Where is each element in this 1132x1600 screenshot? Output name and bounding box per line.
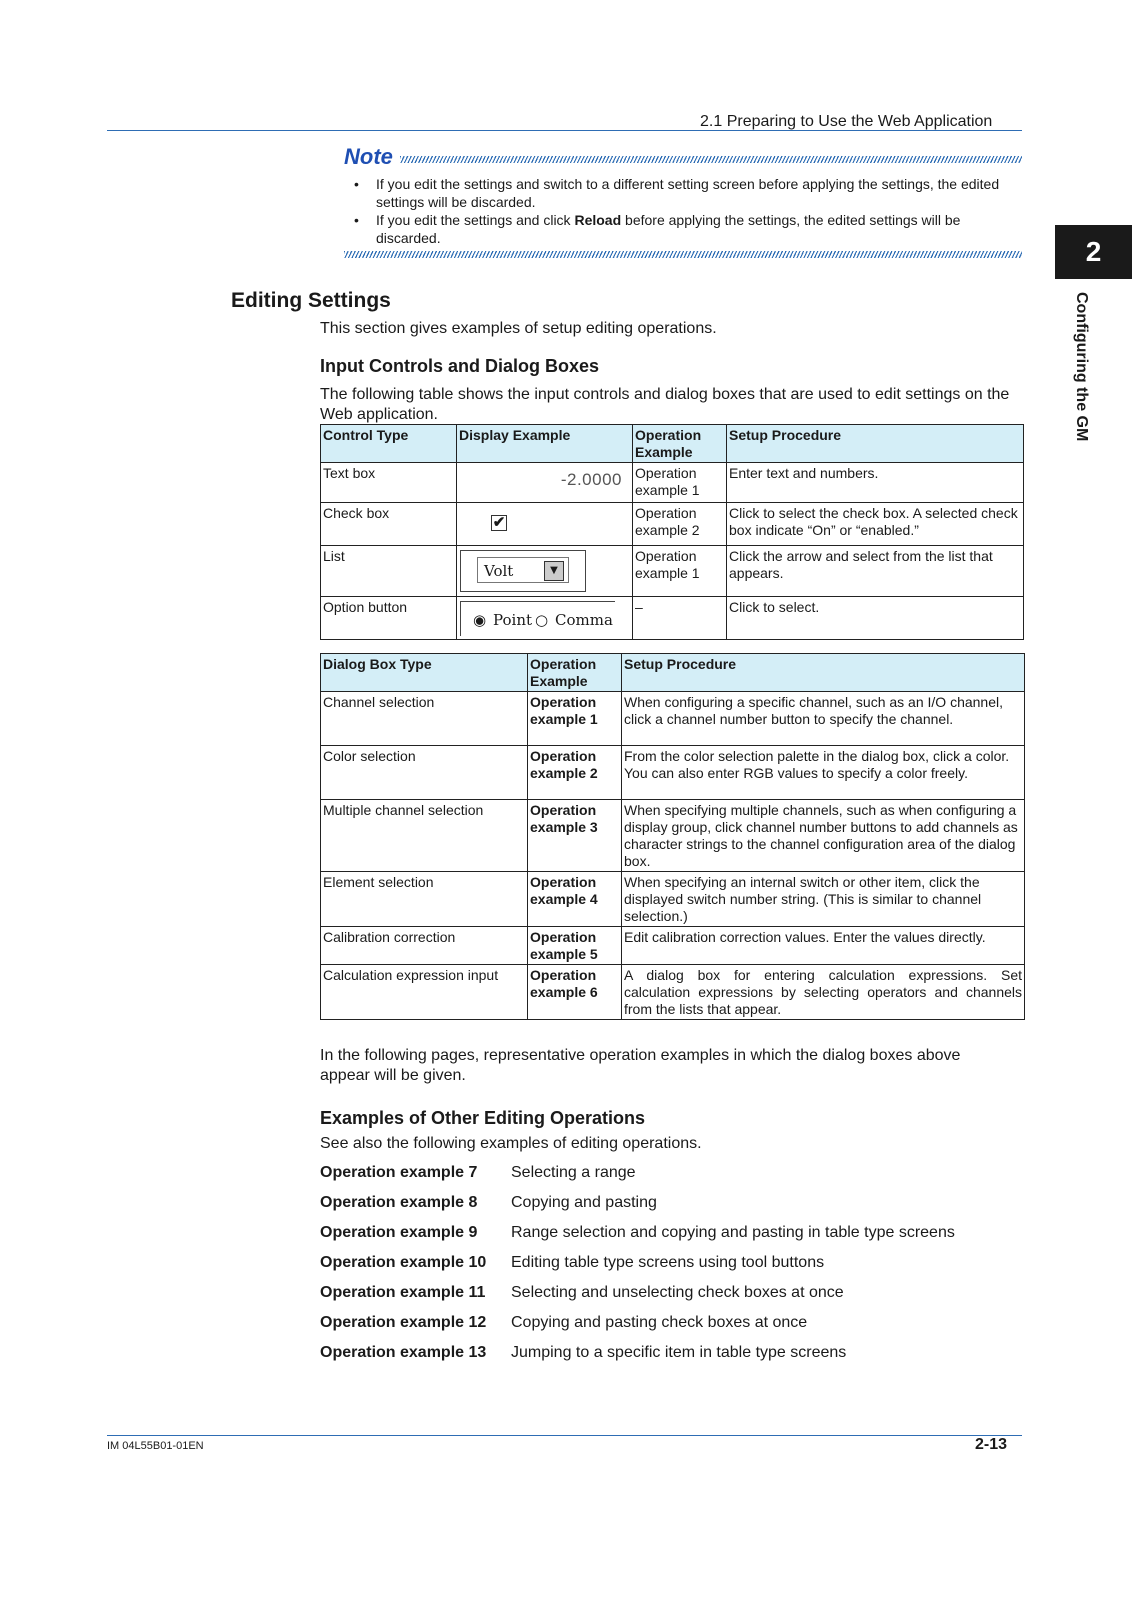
radio-selected-icon: ◉ xyxy=(473,611,487,629)
control-type-cell: Text box xyxy=(321,463,457,503)
note-title: Note xyxy=(344,144,393,169)
table-row xyxy=(321,965,1025,1020)
dialog-box-table xyxy=(320,653,1025,1020)
dialog-type-cell: Color selection xyxy=(321,746,528,800)
note-item: • If you edit the settings and switch to a different setting screen before applying the settings, the edited settings will be discarded. xyxy=(354,175,1022,211)
option-label: Comma xyxy=(555,611,613,629)
setup-procedure-cell: When configuring a specific channel, such as an I/O channel, click a channel number button to specify the channel. xyxy=(622,692,1025,746)
running-header: 2.1 Preparing to Use the Web Application xyxy=(700,113,993,130)
operation-example-cell: Operation example 2 xyxy=(633,503,727,546)
table-row xyxy=(321,927,1025,965)
chapter-side-title: Configuring the GM xyxy=(1073,292,1090,442)
input-controls-intro: The following table shows the input controls and dialog boxes that are used to edit settings on the Web application. xyxy=(320,386,1010,423)
following-pages-text: In the following pages, representative operation examples in which the dialog boxes above appear will be given. xyxy=(320,1047,961,1084)
operation-label: Operation example 7 xyxy=(320,1164,478,1181)
column-header: Display Example xyxy=(457,425,633,463)
setup-procedure-cell: Edit calibration correction values. Enter the values directly. xyxy=(622,927,1025,965)
page-number: 2-13 xyxy=(975,1436,1008,1453)
chapter-tab: 2 xyxy=(1055,225,1132,279)
text-box-example: -2.0000 xyxy=(560,470,622,489)
operation-label: Operation example 12 xyxy=(320,1314,487,1331)
display-example-cell xyxy=(457,503,633,546)
operation-desc: Range selection and copying and pasting in table type screens xyxy=(511,1224,955,1241)
option-button-example xyxy=(460,601,615,636)
operation-desc: Editing table type screens using tool buttons xyxy=(511,1254,825,1271)
note-item: • If you edit the settings and click Reload before applying the settings, the edited settings will be discarded. xyxy=(354,211,1022,247)
dialog-type-cell: Multiple channel selection xyxy=(321,800,528,872)
note-list xyxy=(354,175,1022,247)
dialog-type-cell: Element selection xyxy=(321,872,528,927)
column-header: Control Type xyxy=(321,425,457,463)
dialog-type-cell: Calibration correction xyxy=(321,927,528,965)
list-example xyxy=(460,550,586,592)
table-header-row xyxy=(321,425,1024,463)
setup-procedure-cell: Click the arrow and select from the list that appears. xyxy=(727,546,1024,597)
table-header-row xyxy=(321,654,1025,692)
section-heading-editing-settings: Editing Settings xyxy=(231,289,391,312)
radio-unselected-icon: ○ xyxy=(535,611,549,629)
control-type-cell: Option button xyxy=(321,597,457,640)
dialog-type-cell: Channel selection xyxy=(321,692,528,746)
note-top-hatch xyxy=(400,156,1022,163)
operation-label: Operation example 10 xyxy=(320,1254,487,1271)
operation-desc: Selecting a range xyxy=(511,1164,636,1181)
document-number: IM 04L55B01-01EN xyxy=(107,1440,204,1452)
operation-example-cell: Operation example 1 xyxy=(633,546,727,597)
display-example-cell xyxy=(457,597,633,640)
setup-procedure-cell: Enter text and numbers. xyxy=(727,463,1024,503)
other-operations-intro: See also the following examples of editing operations. xyxy=(320,1135,702,1152)
reload-term: Reload xyxy=(574,212,622,228)
option-label: Point xyxy=(493,611,533,629)
setup-procedure-cell: Click to select. xyxy=(727,597,1024,640)
table-row xyxy=(321,692,1025,746)
table-row xyxy=(321,463,1024,503)
operation-example-cell: Operation example 1 xyxy=(633,463,727,503)
operation-example-cell: Operation example 3 xyxy=(528,800,622,872)
table-row xyxy=(321,503,1024,546)
table-row xyxy=(321,597,1024,640)
list-selected-value: Volt xyxy=(484,562,514,580)
operation-label: Operation example 13 xyxy=(320,1344,487,1361)
subheading-input-controls: Input Controls and Dialog Boxes xyxy=(320,356,600,376)
input-controls-table xyxy=(320,424,1024,640)
operation-example-cell: Operation example 1 xyxy=(528,692,622,746)
display-example-cell xyxy=(457,546,633,597)
table-row xyxy=(321,746,1025,800)
checkbox-example: ✔ xyxy=(492,514,506,531)
footer-rule xyxy=(107,1435,1022,1436)
operation-desc: Copying and pasting check boxes at once xyxy=(511,1314,808,1331)
chevron-down-icon: ▼ xyxy=(544,561,564,581)
operation-desc: Selecting and unselecting check boxes at once xyxy=(511,1284,844,1301)
operation-example-cell: Operation example 2 xyxy=(528,746,622,800)
column-header: Dialog Box Type xyxy=(321,654,528,692)
column-header: Operation Example xyxy=(633,425,727,463)
control-type-cell: List xyxy=(321,546,457,597)
operation-label: Operation example 9 xyxy=(320,1224,478,1241)
operation-desc: Jumping to a specific item in table type screens xyxy=(511,1344,847,1361)
display-example-cell xyxy=(457,463,633,503)
table-row xyxy=(321,872,1025,927)
setup-procedure-cell: When specifying an internal switch or other item, click the displayed switch number string. (This is similar to channel selection.) xyxy=(622,872,1025,927)
column-header: Operation Example xyxy=(528,654,622,692)
setup-procedure-cell: Click to select the check box. A selected check box indicate “On” or “enabled.” xyxy=(727,503,1024,546)
operation-example-cell: Operation example 4 xyxy=(528,872,622,927)
note-bottom-hatch xyxy=(344,251,1022,258)
setup-procedure-cell: From the color selection palette in the dialog box, click a color. You can also enter RGB values to specify a color freely. xyxy=(622,746,1025,800)
dialog-type-cell: Calculation expression input xyxy=(321,965,528,1020)
column-header: Setup Procedure xyxy=(727,425,1024,463)
table-row xyxy=(321,800,1025,872)
operation-example-cell: Operation example 5 xyxy=(528,927,622,965)
operation-example-cell: Operation example 6 xyxy=(528,965,622,1020)
editing-settings-intro: This section gives examples of setup editing operations. xyxy=(320,320,717,337)
operation-label: Operation example 8 xyxy=(320,1194,478,1211)
header-rule xyxy=(107,130,1022,131)
subheading-other-operations: Examples of Other Editing Operations xyxy=(320,1108,646,1128)
setup-procedure-cell: A dialog box for entering calculation expressions. Set calculation expressions by selecting operators and channels from the lists that appear. xyxy=(622,965,1025,1020)
column-header: Setup Procedure xyxy=(622,654,1025,692)
table-row xyxy=(321,546,1024,597)
operation-desc: Copying and pasting xyxy=(511,1194,657,1211)
setup-procedure-cell: When specifying multiple channels, such as when configuring a display group, click channel number buttons to add channels as character strings to the channel configuration area of the dialog box. xyxy=(622,800,1025,872)
operation-label: Operation example 11 xyxy=(320,1284,486,1301)
control-type-cell: Check box xyxy=(321,503,457,546)
operation-example-cell: – xyxy=(633,597,727,640)
